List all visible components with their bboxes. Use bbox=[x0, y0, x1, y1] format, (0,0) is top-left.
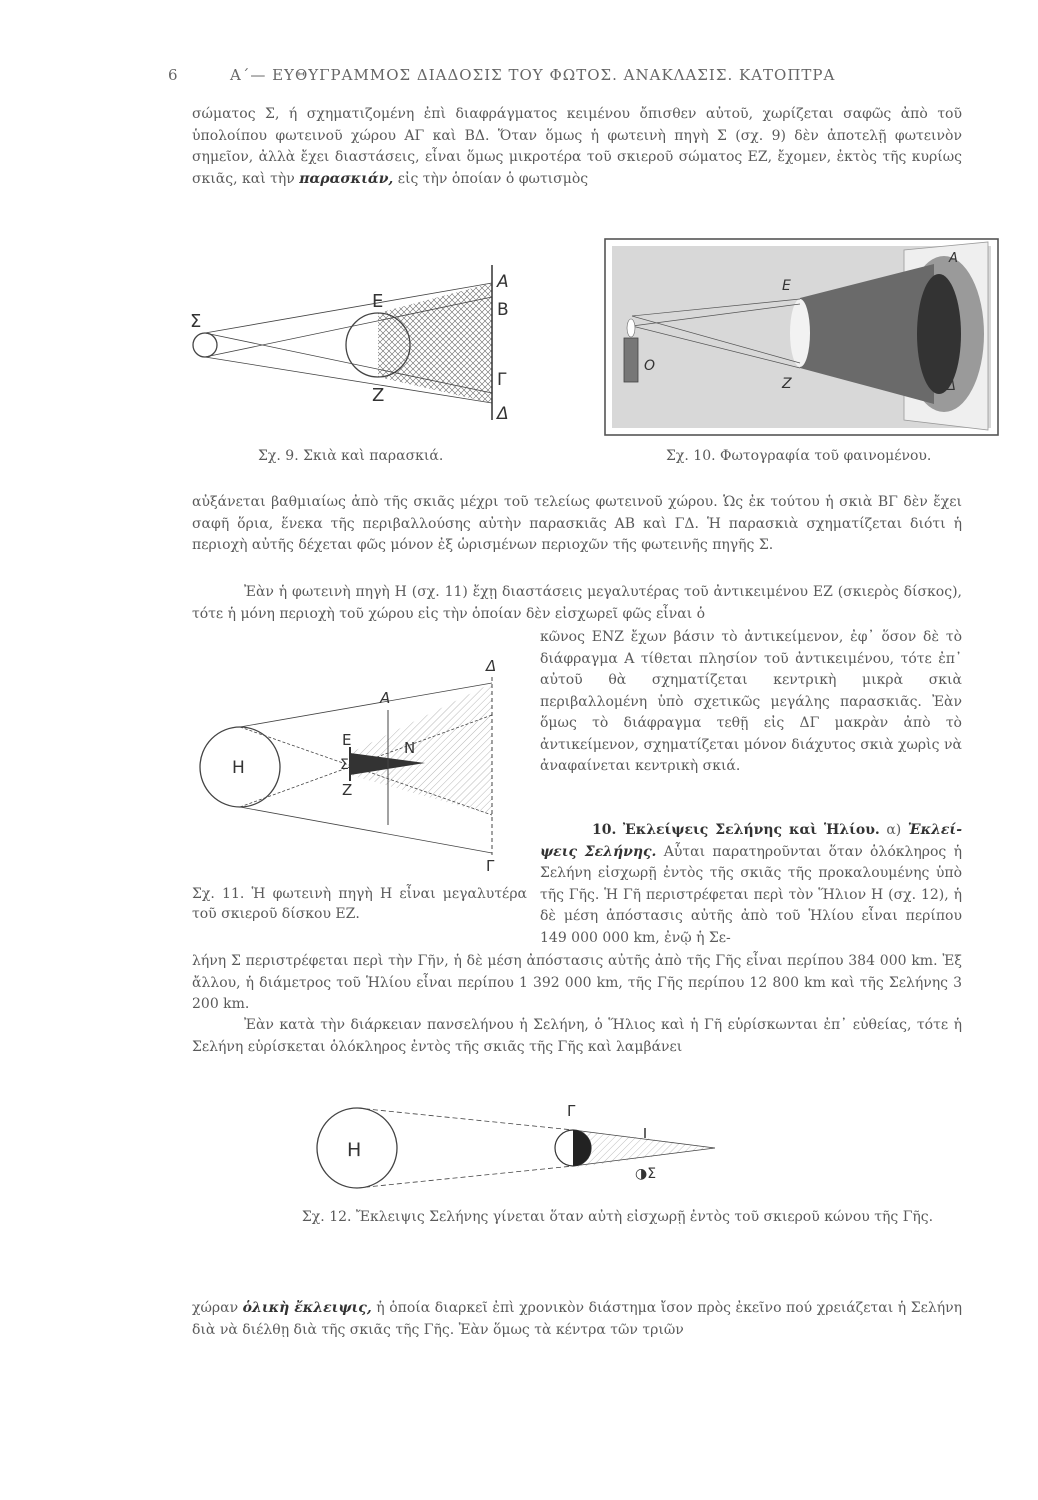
fig9-label-g: Γ bbox=[497, 370, 507, 390]
paragraph-1-tail: εἰς τὴν ὁποίαν ὁ φωτισμὸς bbox=[397, 170, 589, 187]
fig12-label-g: Γ bbox=[567, 1102, 576, 1120]
fig11-label-h: Η bbox=[232, 758, 245, 778]
fig9-label-z: Ζ bbox=[372, 385, 385, 406]
fig12-label-h: Η bbox=[347, 1139, 362, 1161]
final-bold: ὁλικὴ ἔκλειψις, bbox=[242, 1300, 372, 1316]
fig9-label-d: Δ bbox=[497, 404, 509, 424]
figure-11-diagram bbox=[190, 655, 520, 873]
figure-9-caption: Σχ. 9. Σκιὰ καὶ παρασκιά. bbox=[258, 448, 444, 464]
running-title: Α΄— ΕΥΘΥΓΡΑΜΜΟΣ ΔΙΑΔΟΣΙΣ ΤΟΥ ΦΩΤΟΣ. ΑΝΑΚΛΑΣΙΣ. ΚΑΤΟΠΤΡΑ bbox=[230, 66, 836, 84]
final-lead: χώραν bbox=[192, 1300, 239, 1316]
paragraph-3: Ἐὰν ἡ φωτεινὴ πηγὴ Η (σχ. 11) ἔχῃ διαστάσεις μεγαλυτέρας τοῦ ἀντικειμένου ΕΖ (σκιερὸς δίσκος), τότε ἡ μόνη περιοχὴ τοῦ χώρου εἰς τὴν ὁποίαν δὲν εἰσχωρεῖ φῶς εἶναι ὁ bbox=[192, 584, 962, 622]
paragraph-1-text: σώματος Σ, ή σχηματιζομένη ἐπὶ διαφράγματος κειμένου ὄπισθεν αὐτοῦ, χωρίζεται σαφῶς ἀπὸ τοῦ ὑπολοίπου φωτεινοῦ χώρου ΑΓ καὶ ΒΔ. Ὅταν ὅμως ἡ φωτεινὴ πηγὴ Σ (σχ. 9) δὲν ἀποτελῇ φωτεινὸν σημεῖον, ἀλλὰ ἔχει διαστάσεις, εἶναι ὅμως μικροτέρα τοῦ σκιεροῦ σώματος ΕΖ, ἔχομεν, ἐκτὸς τῆς κυρίως σκιᾶς, καὶ τὴν bbox=[192, 106, 962, 187]
paragraph-1-bold: παρασκιάν, bbox=[299, 170, 394, 187]
fig10-label-e: Ε bbox=[782, 278, 791, 294]
fig9-label-b: Β bbox=[497, 300, 509, 320]
section-10 bbox=[540, 820, 962, 949]
fig9-label-e: Ε bbox=[372, 291, 384, 312]
section-10-wide-text: λήνη Σ περιστρέφεται περὶ τὴν Γῆν, ἡ δὲ μέση ἀπόστασις αὐτῆς ἀπὸ τῆς Γῆς εἶναι περίπου 384 000 km. Ἐξ ἄλλου, ἡ διάμετρος τοῦ Ἡλίου εἶναι περίπου 1 392 000 km, τῆς Γῆς περίπου 12 800 km καὶ τῆς Σελήνης 3 200 km. bbox=[192, 953, 962, 1012]
fig10-label-a: Α bbox=[949, 251, 958, 266]
final-paragraph bbox=[192, 1298, 962, 1341]
figure-12-caption: Σχ. 12. Ἔκλειψις Σελήνης γίνεται ὅταν αὐτὴ εἰσχωρῇ ἐντὸς τοῦ σκιεροῦ κώνου τῆς Γῆς. bbox=[301, 1209, 934, 1225]
paragraph-3-continued: κῶνος ΕΝΖ ἔχων βάσιν τὸ ἀντικείμενον, ἐφ᾽ ὅσον δὲ τὸ διάφραγμα Α τίθεται πλησίον τοῦ ἀντικειμένου, τότε ἐπ᾽ αὐτοῦ θὰ σχηματίζεται κεντρικὴ μικρὰ σκιὰ περιβαλλομένη ὑπὸ σχετικῶς μεγάλης παρασκιᾶς. Ἐὰν ὅμως τὸ διάφραγμα τεθῇ εἰς ΔΓ μακρὰν ἀπὸ τὸ ἀντικείμενον, σχηματίζεται μόνον διάχυτος σκιὰ χωρὶς νὰ ἀναφαίνεται κεντρικὴ σκιά. bbox=[540, 629, 962, 774]
section-10-subtitle: Ἐκλεί- ψεις Σελήνης. bbox=[540, 822, 963, 860]
figure-11-caption: Σχ. 11. Ἡ φωτεινὴ πηγὴ Η εἶναι μεγαλυτέρα τοῦ σκιεροῦ δίσκου ΕΖ. bbox=[192, 886, 527, 922]
fig11-label-e: Ε bbox=[342, 731, 352, 749]
fig10-label-d: Δ bbox=[947, 379, 956, 394]
section-10-submark: α) bbox=[886, 822, 902, 838]
section-10-text: Αὗται παρατηροῦνται ὅταν ὁλόκληρος ἡ Σελήνη εἰσχωρῇ ἐντὸς τῆς σκιᾶς τῆς προκαλουμένης ὑπὸ τῆς Γῆς. Ἡ Γῆ περιστρέφεται περὶ τὸν Ἥλιον Η (σχ. 12), ἡ δὲ μέση ἀπόστασις αὐτῆς ἀπὸ τοῦ Ἡλίου εἶναι περίπου 149 000 000 km, ἐνῷ ἡ Σε- bbox=[540, 843, 962, 946]
fig12-label-s: ◑Σ bbox=[635, 1166, 657, 1182]
figure-9-diagram bbox=[185, 255, 525, 435]
fig11-label-n: Ν bbox=[404, 739, 416, 757]
fig11-label-g: Γ bbox=[486, 857, 495, 873]
section-10-number: 10. bbox=[592, 822, 617, 838]
fig11-label-s: Σ bbox=[340, 757, 349, 773]
paragraph-2: αὐξάνεται βαθμιαίως ἀπὸ τῆς σκιᾶς μέχρι τοῦ τελείως φωτεινοῦ χώρου. Ὡς ἐκ τούτου ἡ σκιὰ ΒΓ δὲν ἔχει σαφῆ ὅρια, ἕνεκα τῆς περιβαλλούσης αὐτὴν παρασκιᾶς ΑΒ καὶ ΓΔ. Ἡ παρασκιὰ σχηματίζεται διότι ἡ περιοχὴ αὐτῆς δέχεται φῶς μόνον ἐξ ὡρισμένων περιοχῶν τῆς φωτεινῆς πηγῆς Σ. bbox=[192, 494, 962, 553]
fig10-label-z: Ζ bbox=[782, 376, 792, 392]
section-10-title: Ἐκλείψεις Σελήνης καὶ Ἡλίου. bbox=[622, 822, 880, 838]
fig10-label-o: Ο bbox=[644, 358, 656, 374]
fig9-label-a: Α bbox=[497, 272, 509, 292]
figure-10-caption: Σχ. 10. Φωτογραφία τοῦ φαινομένου. bbox=[666, 448, 932, 464]
figure-12-diagram bbox=[315, 1090, 965, 1200]
figure-10-photo bbox=[604, 238, 999, 436]
section-10-next-paragraph: Ἐὰν κατὰ τὴν διάρκειαν πανσελήνου ἡ Σελήνη, ὁ Ἥλιος καὶ ἡ Γῆ εὑρίσκωνται ἐπ᾽ εὐθείας, τότε ἡ Σελήνη εὑρίσκεται ὁλόκληρος ἐντὸς τῆς σκιᾶς τῆς Γῆς καὶ λαμβάνει bbox=[192, 1017, 962, 1055]
paragraph-1 bbox=[192, 104, 962, 190]
fig11-label-a: Α bbox=[380, 689, 391, 707]
fig9-label-s: Σ bbox=[190, 311, 202, 332]
final-text: ἡ ὁποία διαρκεῖ ἐπὶ χρονικὸν διάστημα ἴσον πρὸς ἐκεῖνο πού χρειάζεται ἡ Σελήνη διὰ νὰ διέλθῃ διὰ τῆς σκιᾶς τῆς Γῆς. Ἐὰν ὅμως τὰ κέντρα τῶν τριῶν bbox=[192, 1300, 963, 1338]
page-number: 6 bbox=[168, 66, 179, 84]
fig11-label-z: Ζ bbox=[342, 781, 353, 799]
fig11-label-d: Δ bbox=[486, 657, 497, 675]
